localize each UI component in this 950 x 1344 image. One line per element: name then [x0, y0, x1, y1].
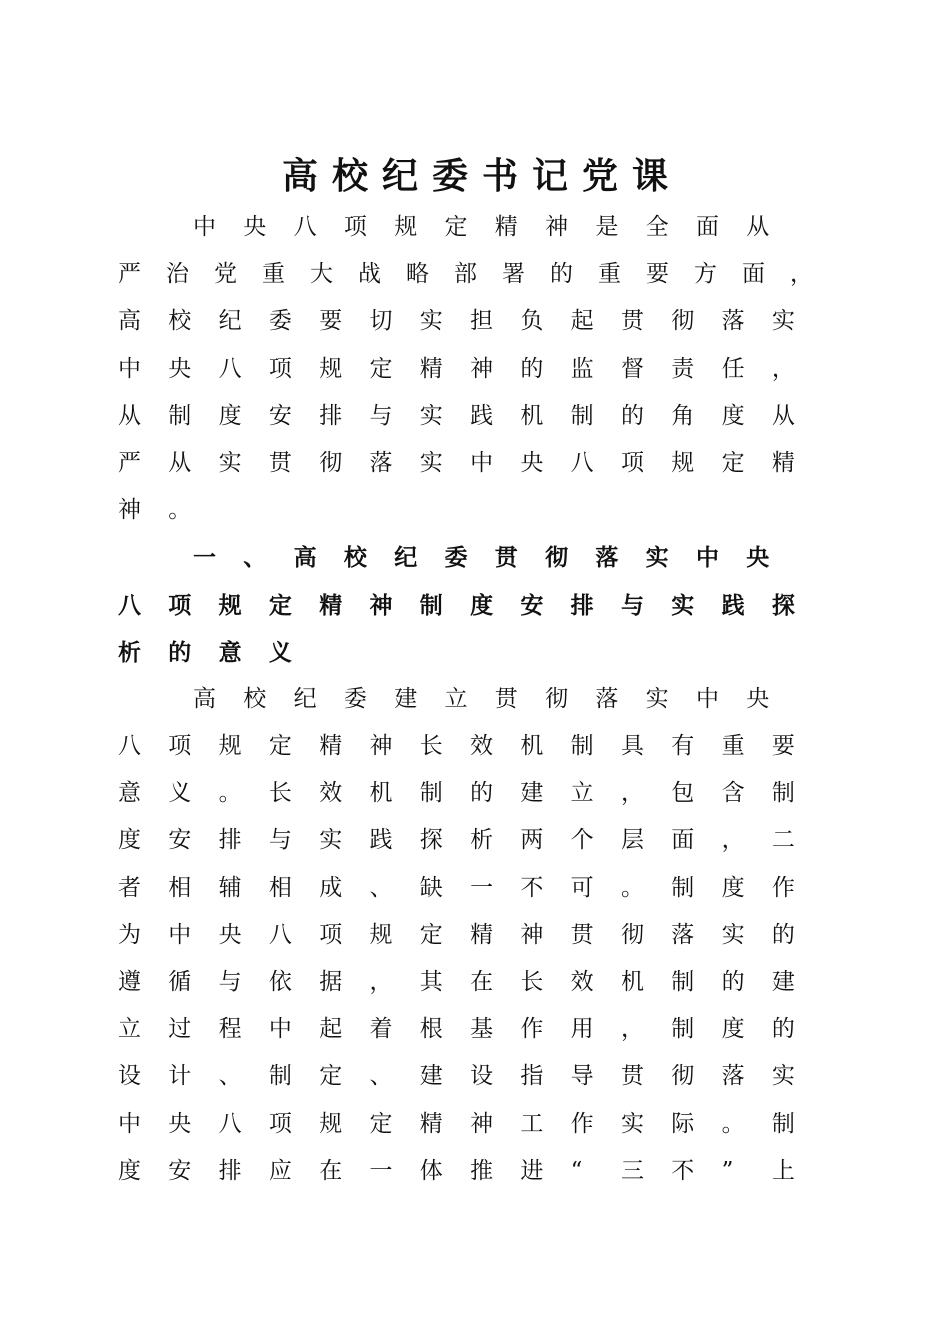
paragraph-line: [118, 1101, 838, 1148]
glyph: 方: [694, 261, 717, 288]
glyph: 规: [218, 733, 242, 760]
glyph: 彻: [319, 449, 343, 476]
glyph: 委: [444, 544, 468, 572]
glyph: 制: [419, 780, 443, 807]
glyph: 实: [620, 1110, 644, 1137]
glyph: ”: [721, 1157, 734, 1184]
glyph: 彻: [620, 921, 644, 948]
glyph: 制: [570, 733, 594, 760]
glyph: 度: [721, 402, 745, 429]
glyph: 建: [771, 969, 795, 995]
glyph: 中: [168, 921, 192, 948]
glyph: 神: [545, 214, 569, 240]
glyph: 与: [369, 402, 393, 429]
glyph: 推: [470, 1157, 494, 1184]
glyph: 重: [598, 261, 621, 288]
glyph: 际: [671, 1110, 695, 1137]
glyph: 层: [620, 827, 644, 854]
glyph: 面: [742, 261, 765, 288]
glyph: 高: [293, 544, 317, 572]
glyph: 重: [262, 261, 285, 288]
glyph: 度: [470, 591, 494, 619]
paragraph-line: [118, 912, 838, 959]
glyph: 有: [671, 733, 695, 760]
glyph: 实: [671, 591, 695, 619]
glyph: 一: [470, 874, 494, 901]
glyph: 项: [268, 355, 292, 382]
glyph: 制: [771, 1110, 795, 1137]
glyph: 定: [319, 1063, 343, 1090]
glyph: 面: [671, 827, 695, 854]
glyph: 循: [168, 969, 192, 995]
glyph: ，: [771, 355, 795, 382]
glyph: 全: [645, 214, 669, 240]
glyph: 实: [771, 1063, 795, 1090]
glyph: 、: [243, 544, 267, 572]
paragraph-line: [118, 1006, 838, 1053]
glyph: 贯: [620, 308, 644, 335]
paragraph-line: [118, 204, 838, 251]
glyph: 度: [721, 1016, 745, 1043]
glyph: 彻: [671, 308, 695, 335]
glyph: 成: [319, 874, 343, 901]
glyph: 负: [520, 308, 544, 335]
glyph: 设: [470, 1063, 494, 1090]
glyph: 定: [268, 733, 292, 760]
paragraph-line: [118, 1148, 838, 1195]
glyph: 践: [470, 402, 494, 429]
glyph: 不: [671, 1157, 695, 1184]
glyph: 项: [620, 449, 644, 476]
paragraph-line: [118, 723, 838, 770]
glyph: 定: [369, 1110, 393, 1137]
glyph: 纪: [394, 544, 418, 572]
glyph: 度: [118, 1157, 141, 1184]
glyph: 不: [520, 874, 544, 901]
glyph: 的: [620, 402, 644, 429]
glyph: 委: [268, 308, 292, 335]
glyph: 度: [118, 827, 141, 854]
glyph: 可: [570, 874, 594, 901]
glyph: 项: [319, 921, 343, 948]
paragraph-line: [118, 959, 838, 1006]
glyph: 落: [369, 449, 393, 476]
glyph: 担: [470, 308, 494, 335]
glyph: 央: [746, 685, 770, 712]
glyph: 应: [268, 1157, 292, 1184]
glyph: 长: [520, 969, 544, 995]
glyph: 辅: [218, 874, 242, 901]
glyph: 校: [168, 308, 192, 335]
glyph: 从: [771, 402, 795, 429]
glyph: 实: [645, 685, 669, 712]
indent-space: [118, 204, 193, 251]
glyph: 效: [570, 969, 594, 995]
glyph: 贯: [570, 921, 594, 948]
glyph: 程: [218, 1016, 242, 1043]
glyph: 要: [646, 261, 669, 288]
glyph: 中: [118, 355, 141, 382]
glyph: 责: [671, 355, 695, 382]
glyph: 精: [771, 449, 795, 476]
glyph: 实: [645, 544, 669, 572]
glyph: 实: [419, 402, 443, 429]
glyph: 委: [343, 685, 367, 712]
glyph: 根: [419, 1016, 443, 1043]
glyph: 安: [520, 591, 544, 619]
glyph: 。: [218, 780, 242, 807]
glyph: 二: [771, 827, 795, 854]
glyph: 制: [771, 780, 795, 807]
glyph: 制: [671, 969, 695, 995]
glyph: 落: [595, 685, 619, 712]
glyph: 依: [268, 969, 292, 995]
glyph: 部: [454, 261, 477, 288]
glyph: 角: [671, 402, 695, 429]
glyph: 央: [168, 355, 192, 382]
glyph: 校: [243, 685, 267, 712]
glyph: 精: [319, 733, 343, 760]
glyph: 落: [671, 921, 695, 948]
glyph: 中: [470, 449, 494, 476]
glyph: 规: [319, 1110, 343, 1137]
glyph: 遵: [118, 969, 141, 995]
glyph: 作: [771, 874, 795, 901]
glyph: 缺: [419, 874, 443, 901]
glyph: 项: [343, 214, 367, 240]
glyph: 署: [502, 261, 525, 288]
glyph: 其: [419, 969, 443, 995]
glyph: 机: [620, 969, 644, 995]
glyph: 。: [168, 497, 192, 524]
glyph: 三: [620, 1157, 644, 1184]
glyph: 重: [721, 733, 745, 760]
glyph: 切: [369, 308, 393, 335]
glyph: 的: [550, 261, 573, 288]
glyph: 制: [419, 591, 443, 619]
glyph: 排: [570, 591, 594, 619]
indent-space: [118, 534, 193, 581]
glyph: 过: [168, 1016, 192, 1043]
glyph: 机: [520, 733, 544, 760]
glyph: 是: [595, 214, 619, 240]
glyph: 一: [193, 544, 216, 572]
glyph: 项: [268, 1110, 292, 1137]
glyph: 包: [671, 780, 695, 807]
paragraph-line: [118, 298, 838, 345]
glyph: 央: [746, 544, 770, 572]
glyph: 落: [595, 544, 619, 572]
glyph: 导: [570, 1063, 594, 1090]
glyph: 纪: [218, 308, 242, 335]
glyph: 贯: [494, 544, 518, 572]
glyph: 安: [168, 827, 192, 854]
glyph: 高: [193, 685, 216, 712]
paragraph-line: [118, 865, 838, 912]
glyph: 作: [520, 1016, 544, 1043]
glyph: 上: [771, 1157, 795, 1184]
glyph: 相: [268, 874, 292, 901]
glyph: 任: [721, 355, 745, 382]
paragraph-line: [118, 393, 838, 440]
glyph: 贯: [494, 685, 518, 712]
glyph: 作: [570, 1110, 594, 1137]
glyph: 制: [671, 874, 695, 901]
glyph: 、: [369, 1063, 393, 1090]
glyph: 的: [721, 969, 745, 995]
glyph: 着: [369, 1016, 393, 1043]
glyph: 建: [419, 1063, 443, 1090]
paragraph-line: [118, 487, 838, 534]
glyph: 贯: [268, 449, 292, 476]
paragraph-line: [118, 440, 838, 487]
glyph: 制: [168, 402, 192, 429]
glyph: 定: [419, 921, 443, 948]
glyph: 央: [218, 921, 242, 948]
glyph: 八: [570, 449, 594, 476]
glyph: 项: [168, 591, 192, 619]
glyph: 效: [319, 780, 343, 807]
glyph: 据: [319, 969, 343, 995]
glyph: 一: [369, 1157, 393, 1184]
glyph: 者: [118, 874, 141, 901]
glyph: 进: [520, 1157, 544, 1184]
glyph: ，: [620, 1016, 644, 1043]
glyph: 规: [671, 449, 695, 476]
paragraph-line: [118, 817, 838, 864]
glyph: 起: [570, 308, 594, 335]
glyph: 神: [118, 497, 141, 524]
glyph: 起: [319, 1016, 343, 1043]
glyph: 工: [520, 1110, 544, 1137]
paragraph-line: [118, 346, 838, 393]
glyph: 规: [218, 591, 242, 619]
glyph: 体: [419, 1157, 443, 1184]
glyph: 精: [419, 355, 443, 382]
glyph: 项: [168, 733, 192, 760]
glyph: 的: [520, 355, 544, 382]
paragraph-line: [118, 1053, 838, 1100]
glyph: 与: [218, 969, 242, 995]
glyph: 实: [218, 449, 242, 476]
glyph: 央: [168, 1110, 192, 1137]
glyph: 八: [118, 733, 141, 760]
glyph: 。: [620, 874, 644, 901]
glyph: 实: [721, 921, 745, 948]
glyph: 长: [419, 733, 443, 760]
glyph: 安: [268, 402, 292, 429]
glyph: 八: [293, 214, 317, 240]
glyph: 实: [771, 308, 795, 335]
glyph: 规: [369, 921, 393, 948]
glyph: 精: [419, 1110, 443, 1137]
glyph: 制: [570, 402, 594, 429]
glyph: 度: [721, 874, 745, 901]
glyph: 析: [118, 638, 141, 666]
indent-space: [118, 676, 193, 723]
glyph: 两: [520, 827, 544, 854]
paragraph-line: [118, 676, 838, 723]
document-title: 高校纪委书记党课: [281, 155, 682, 197]
glyph: 度: [218, 402, 242, 429]
glyph: 央: [243, 214, 267, 240]
glyph: 排: [218, 1157, 242, 1184]
glyph: 神: [369, 733, 393, 760]
glyph: 实: [319, 827, 343, 854]
glyph: “: [570, 1157, 583, 1184]
glyph: 精: [319, 591, 343, 619]
glyph: 建: [394, 685, 418, 712]
glyph: 中: [695, 544, 719, 572]
glyph: 个: [570, 827, 594, 854]
glyph: 与: [620, 591, 644, 619]
glyph: 义: [268, 638, 292, 666]
glyph: 基: [470, 1016, 494, 1043]
glyph: 。: [721, 1110, 745, 1137]
glyph: ，: [620, 780, 644, 807]
glyph: 八: [268, 921, 292, 948]
glyph: 大: [310, 261, 333, 288]
paragraph-line: [118, 770, 838, 817]
glyph: 践: [721, 591, 745, 619]
glyph: 机: [369, 780, 393, 807]
glyph: 要: [771, 733, 795, 760]
glyph: 意: [118, 780, 141, 807]
glyph: 义: [168, 780, 192, 807]
glyph: ，: [721, 827, 745, 854]
glyph: 落: [721, 1063, 745, 1090]
section-heading-line: [118, 534, 838, 581]
glyph: 探: [419, 827, 443, 854]
glyph: 、: [369, 874, 393, 901]
glyph: 安: [168, 1157, 192, 1184]
glyph: 机: [520, 402, 544, 429]
glyph: 析: [470, 827, 494, 854]
glyph: 严: [118, 261, 141, 288]
glyph: 计: [168, 1063, 192, 1090]
glyph: 在: [319, 1157, 343, 1184]
glyph: 八: [218, 1110, 242, 1137]
glyph: 实: [419, 308, 443, 335]
glyph: 具: [620, 733, 644, 760]
glyph: 神: [470, 355, 494, 382]
glyph: 神: [470, 1110, 494, 1137]
glyph: 战: [358, 261, 381, 288]
glyph: 纪: [293, 685, 317, 712]
glyph: 制: [671, 1016, 695, 1043]
glyph: 定: [721, 449, 745, 476]
glyph: 规: [394, 214, 418, 240]
glyph: ，: [790, 261, 813, 288]
glyph: 从: [168, 449, 192, 476]
glyph: 用: [570, 1016, 594, 1043]
glyph: 立: [570, 780, 594, 807]
paragraph-line: [118, 251, 838, 298]
glyph: 彻: [545, 685, 569, 712]
glyph: 精: [494, 214, 518, 240]
glyph: 立: [444, 685, 468, 712]
glyph: 长: [268, 780, 292, 807]
glyph: 校: [343, 544, 367, 572]
glyph: 严: [118, 449, 141, 476]
glyph: 规: [319, 355, 343, 382]
glyph: 制: [268, 1063, 292, 1090]
glyph: 贯: [620, 1063, 644, 1090]
glyph: 的: [771, 1016, 795, 1043]
glyph: ，: [369, 969, 393, 995]
glyph: 要: [319, 308, 343, 335]
glyph: 落: [721, 308, 745, 335]
glyph: 神: [520, 921, 544, 948]
glyph: 面: [695, 214, 719, 240]
glyph: 彻: [545, 544, 569, 572]
glyph: 在: [470, 969, 494, 995]
glyph: 从: [118, 402, 141, 429]
glyph: 的: [771, 921, 795, 948]
glyph: 、: [218, 1063, 242, 1090]
glyph: 设: [118, 1063, 141, 1090]
glyph: 精: [470, 921, 494, 948]
glyph: 立: [118, 1016, 141, 1043]
glyph: 定: [369, 355, 393, 382]
glyph: 神: [369, 591, 393, 619]
glyph: 治: [166, 261, 189, 288]
glyph: 效: [470, 733, 494, 760]
glyph: 党: [214, 261, 237, 288]
glyph: 八: [218, 355, 242, 382]
glyph: 排: [218, 827, 242, 854]
document-body: [118, 204, 838, 1195]
glyph: 略: [406, 261, 429, 288]
glyph: 的: [470, 780, 494, 807]
glyph: 含: [721, 780, 745, 807]
glyph: 中: [695, 685, 719, 712]
glyph: 为: [118, 921, 141, 948]
glyph: 高: [118, 308, 141, 335]
glyph: 央: [520, 449, 544, 476]
glyph: 定: [268, 591, 292, 619]
glyph: 建: [520, 780, 544, 807]
glyph: 探: [771, 591, 795, 619]
glyph: 指: [520, 1063, 544, 1090]
glyph: 彻: [671, 1063, 695, 1090]
glyph: 与: [268, 827, 292, 854]
glyph: 践: [369, 827, 393, 854]
glyph: 实: [419, 449, 443, 476]
glyph: 相: [168, 874, 192, 901]
section-heading-line: [118, 629, 838, 676]
glyph: 的: [168, 638, 192, 666]
glyph: 督: [620, 355, 644, 382]
glyph: 监: [570, 355, 594, 382]
section-heading-line: [118, 582, 838, 629]
glyph: 排: [319, 402, 343, 429]
glyph: 从: [746, 214, 770, 240]
glyph: 定: [444, 214, 468, 240]
glyph: 八: [118, 591, 141, 619]
glyph: 中: [118, 1110, 141, 1137]
glyph: 中: [193, 214, 216, 240]
glyph: 中: [268, 1016, 292, 1043]
glyph: 意: [218, 638, 242, 666]
